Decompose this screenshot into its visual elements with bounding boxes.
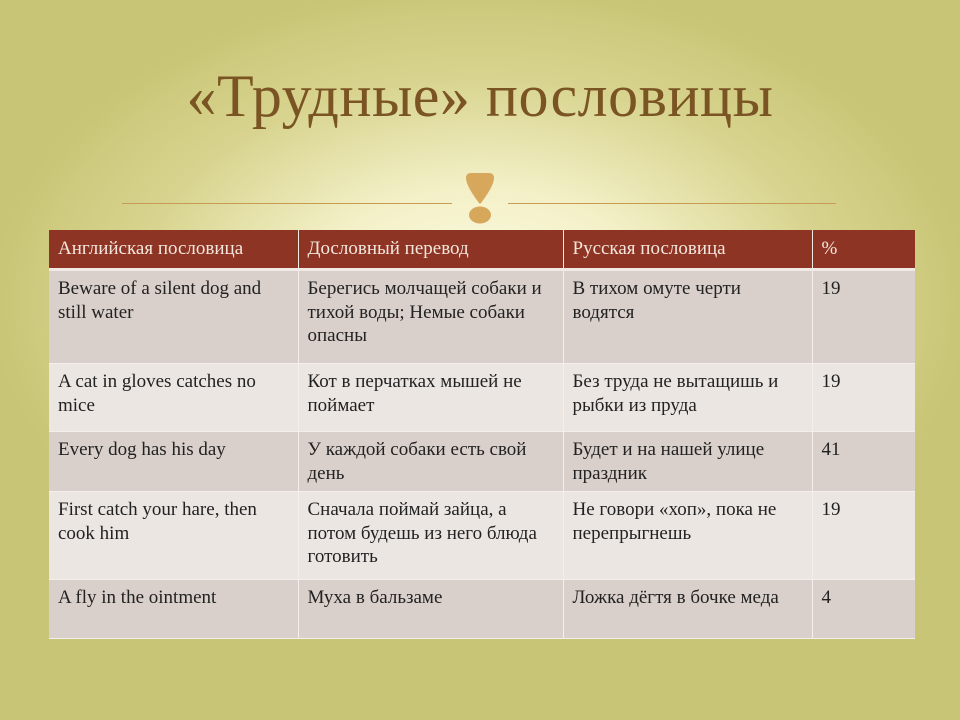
cell-percent: 19 [812, 270, 915, 364]
table-row [49, 492, 915, 580]
cell-english: Every dog has his day [49, 432, 298, 492]
cell-russian: Не говори «хоп», пока не перепрыгнешь [563, 492, 812, 580]
table-row [49, 270, 915, 364]
cell-english: A cat in gloves catches no mice [49, 364, 298, 432]
header-percent: % [812, 230, 915, 270]
cell-literal: Кот в перчатках мышей не поймает [298, 364, 563, 432]
keyhole-ornament-icon [464, 172, 496, 224]
cell-russian: Без труда не вытащишь и рыбки из пруда [563, 364, 812, 432]
header-russian-proverb: Русская пословица [563, 230, 812, 270]
table-row [49, 580, 915, 639]
header-literal-translation: Дословный перевод [298, 230, 563, 270]
cell-literal: Сначала поймай зайца, а потом будешь из него блюда готовить [298, 492, 563, 580]
table-header-row [49, 230, 915, 270]
slide-title: «Трудные» пословицы [186, 63, 774, 129]
cell-percent: 41 [812, 432, 915, 492]
table-row [49, 432, 915, 492]
cell-english: First catch your hare, then cook him [49, 492, 298, 580]
cell-russian: Ложка дёгтя в бочке меда [563, 580, 812, 639]
table-row [49, 364, 915, 432]
cell-percent: 19 [812, 364, 915, 432]
divider-left [122, 203, 452, 204]
header-english-proverb: Английская пословица [49, 230, 298, 270]
cell-literal: Муха в бальзаме [298, 580, 563, 639]
cell-percent: 4 [812, 580, 915, 639]
cell-russian: Будет и на нашей улице праздник [563, 432, 812, 492]
cell-english: A fly in the ointment [49, 580, 298, 639]
cell-russian: В тихом омуте черти водятся [563, 270, 812, 364]
cell-literal: Берегись молчащей собаки и тихой воды; Немые собаки опасны [298, 270, 563, 364]
proverbs-table [49, 230, 915, 639]
cell-literal: У каждой собаки есть свой день [298, 432, 563, 492]
divider-right [508, 203, 836, 204]
cell-percent: 19 [812, 492, 915, 580]
cell-english: Beware of a silent dog and still water [49, 270, 298, 364]
